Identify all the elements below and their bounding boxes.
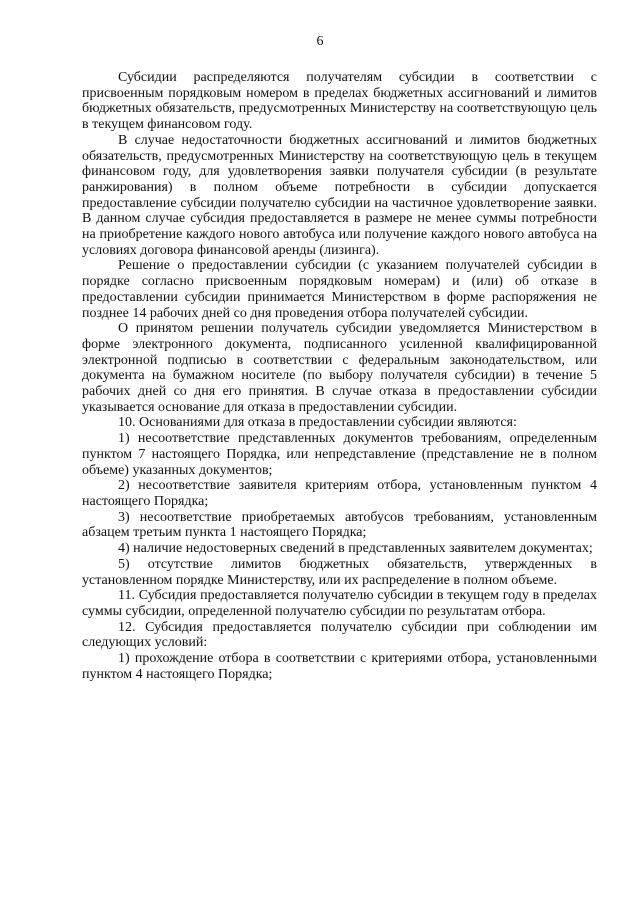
- page-number: 6: [316, 34, 324, 49]
- paragraph-distribution: Субсидии распределяются получателям субсидии в соответствии с присвоенным порядковым номером в пределах бюджетных ассигнований и лимитов бюджетных обязательств, предусмотренных Министерству на соответствующую цель в текущем финансовом году.: [82, 70, 597, 133]
- paragraph-clause-12: 12. Субсидия предоставляется получателю субсидии при соблюдении им следующих условий:: [82, 619, 597, 651]
- paragraph-insufficiency: В случае недостаточности бюджетных ассигнований и лимитов бюджетных обязательств, предусмотренных Министерству на соответствующую цель в текущем финансовом году, для удовлетворения заявки получателя субсидии (в результате ранжирования) в полном объеме потребности в субсидии допускается предоставление субсидии получателю субсидии на частичное удовлетворение заявки. В данном случае субсидия предоставляется в размере не менее суммы потребности на приобретение каждого нового автобуса или получение каждого нового автобуса на условиях договора финансовой аренды (лизинга).: [82, 132, 597, 258]
- list-item-refusal-4: 4) наличие недостоверных сведений в представленных заявителем документах;: [118, 541, 593, 557]
- paragraph-clause-11: 11. Субсидия предоставляется получателю субсидии в текущем году в пределах суммы субсидии, определенной получателю субсидии по результатам отбора.: [82, 588, 597, 619]
- list-item-condition-1: 1) прохождение отбора в соответствии с критериями отбора, установленными пунктом 4 настоящего Порядка;: [82, 651, 597, 682]
- paragraph-refusal-grounds: 10. Основаниями для отказа в предоставлении субсидии являются:: [118, 415, 517, 431]
- list-item-refusal-3: 3) несоответствие приобретаемых автобусов требованиям, установленным абзацем третьим пункта 1 настоящего Порядка;: [82, 509, 597, 541]
- document-body: [82, 70, 597, 682]
- paragraph-decision: Решение о предоставлении субсидии (с указанием получателей субсидии в порядке согласно присвоенным порядковым номерам) и (или) об отказе в предоставлении субсидии принимается Министерством в форме распоряжения не позднее 14 рабочих дней со дня проведения отбора получателей субсидии.: [82, 258, 597, 321]
- list-item-refusal-1: 1) несоответствие представленных документов требованиям, определенным пунктом 7 настоящего Порядка, или непредставление (представление не в полном объеме) указанных документов;: [82, 431, 597, 478]
- list-item-refusal-5: 5) отсутствие лимитов бюджетных обязательств, утвержденных в установленном порядке Министерству, или их распределение в полном объеме.: [82, 556, 597, 588]
- list-item-refusal-2: 2) несоответствие заявителя критериям отбора, установленным пунктом 4 настоящего Порядка;: [82, 478, 597, 509]
- paragraph-notification: О принятом решении получатель субсидии уведомляется Министерством в форме электронного документа, подписанного усиленной квалифицированной электронной подписью в соответствии с федеральным законодательством, или документа на бумажном носителе (по выбору получателя субсидии) в течение 5 рабочих дней со дня его принятия. В случае отказа в предоставлении субсидии указывается основание для отказа в предоставлении субсидии.: [82, 321, 597, 415]
